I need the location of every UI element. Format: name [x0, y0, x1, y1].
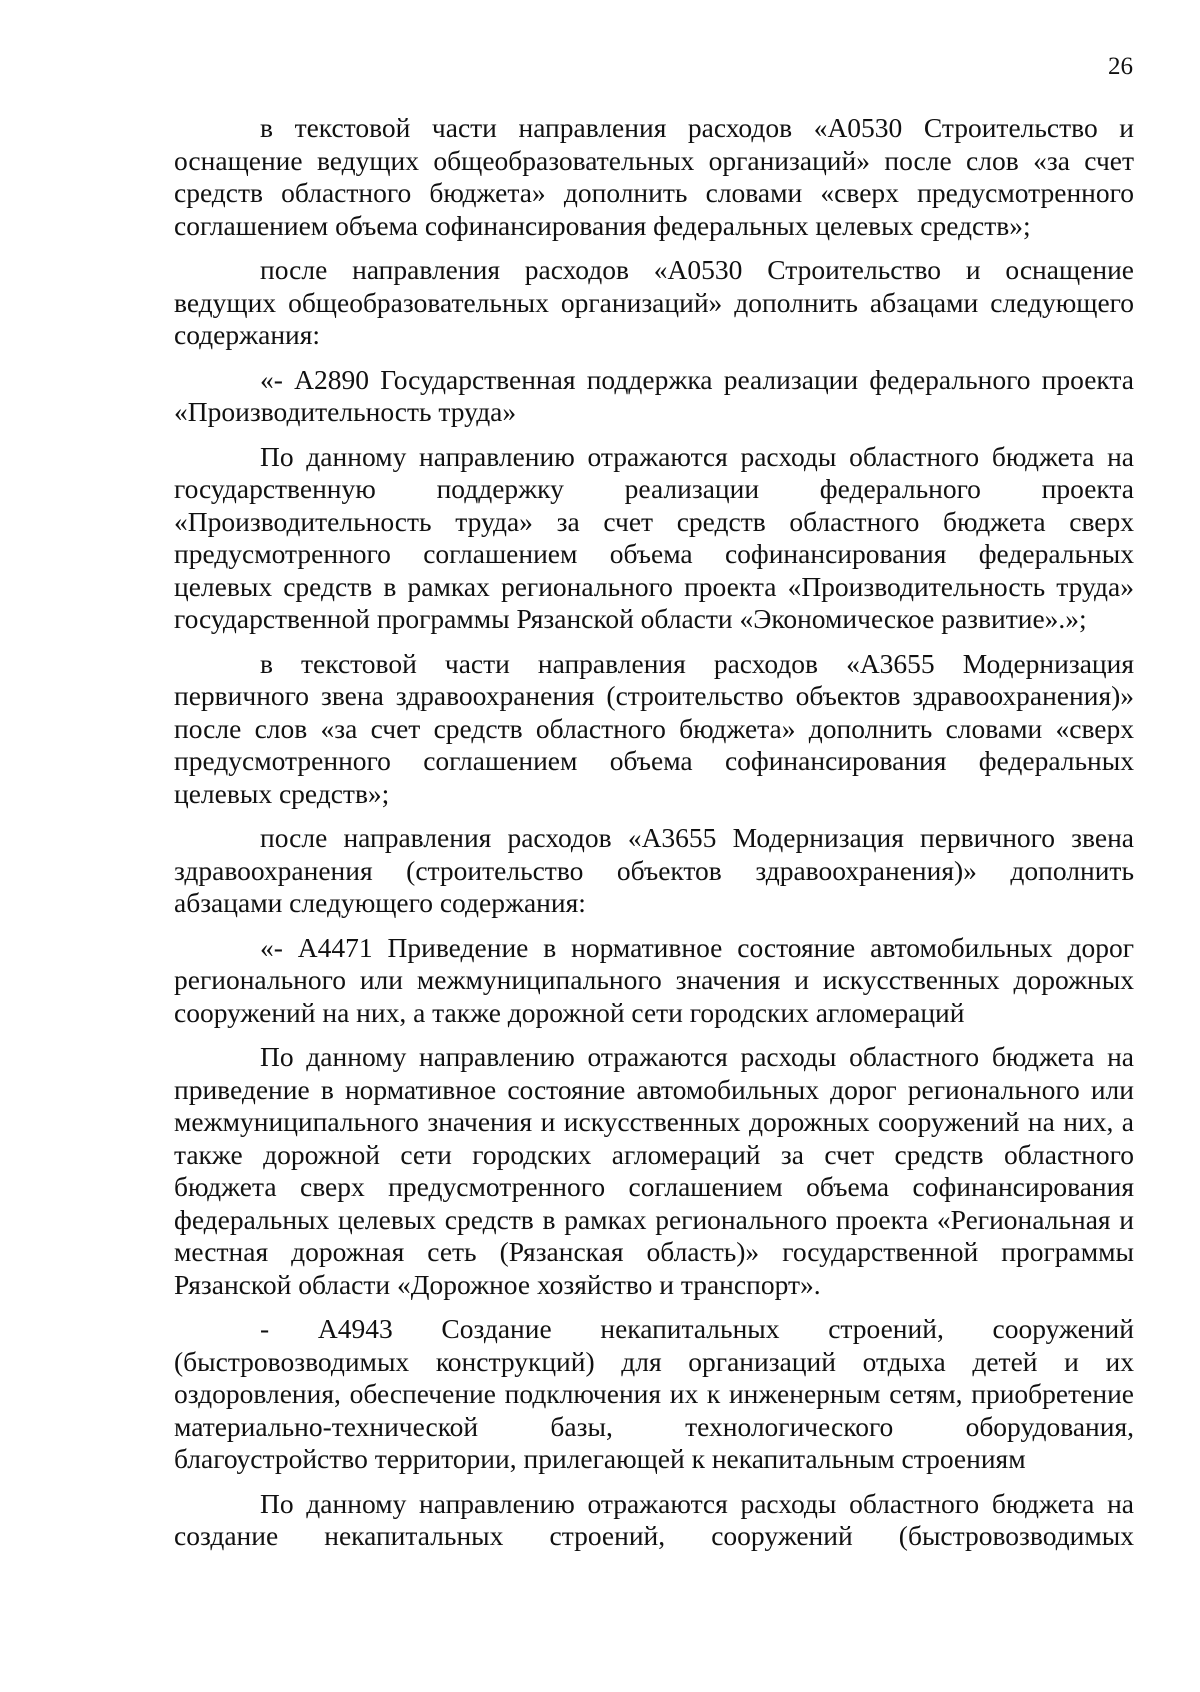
- paragraph-a4471-heading: «- А4471 Приведение в нормативное состояние автомобильных дорог регионального или межмуниципального значения и искусственных дорожных сооружений на них, а также дорожной сети городских агломераций: [174, 931, 1134, 1028]
- page-number: 26: [1108, 53, 1133, 80]
- paragraph-a4471-description: По данному направлению отражаются расходы областного бюджета на приведение в нормативное состояние автомобильных дорог регионального или межмуниципального значения и искусственных дорожных сооружений на них, а также дорожной сети городских агломераций за счет средств областного бюджета сверх предусмотренного соглашением объема софинансирования федеральных целевых средств в рамках регионального проекта «Региональная и местная дорожная сеть (Рязанская область)» государственной программы Рязанской области «Дорожное хозяйство и транспорт».: [174, 1041, 1134, 1300]
- paragraph-a0530-insert-intro: после направления расходов «А0530 Строительство и оснащение ведущих общеобразовательных организаций» дополнить абзацами следующего содержания:: [174, 254, 1134, 350]
- paragraph-a4943-heading: - А4943 Создание некапитальных строений, сооружений (быстровозводимых конструкций) для организаций отдыха детей и их оздоровления, обеспечение подключения их к инженерным сетям, приобретение материально-технической базы, технологического оборудования, благоустройство территории, прилегающей к некапитальным строениям: [174, 1313, 1134, 1474]
- paragraph-a4943-description: По данному направлению отражаются расходы областного бюджета на создание некапитальных строений, сооружений (быстровозводимых: [174, 1487, 1134, 1551]
- paragraph-a3655-text-amendment: в текстовой части направления расходов «А3655 Модернизация первичного звена здравоохранения (строительство объектов здравоохранения)» после слов «за счет средств областного бюджета» дополнить словами «сверх предусмотренного соглашением объема софинансирования федеральных целевых средств»;: [174, 647, 1134, 809]
- paragraph-a2890-heading: «- А2890 Государственная поддержка реализации федерального проекта «Производительность труда»: [174, 363, 1134, 427]
- paragraph-a0530-text-amendment: в текстовой части направления расходов «А0530 Строительство и оснащение ведущих общеобразовательных организаций» после слов «за счет средств областного бюджета» дополнить словами «сверх предусмотренного соглашением объема софинансирования федеральных целевых средств»;: [174, 112, 1134, 241]
- paragraph-a2890-description: По данному направлению отражаются расходы областного бюджета на государственную поддержку реализации федерального проекта «Производительность труда» за счет средств областного бюджета сверх предусмотренного соглашением объема софинансирования федеральных целевых средств в рамках регионального проекта «Производительность труда» государственной программы Рязанской области «Экономическое развитие».»;: [174, 440, 1134, 634]
- document-body: [174, 112, 1134, 1565]
- paragraph-a3655-insert-intro: после направления расходов «А3655 Модернизация первичного звена здравоохранения (строительство объектов здравоохранения)» дополнить абзацами следующего содержания:: [174, 822, 1134, 918]
